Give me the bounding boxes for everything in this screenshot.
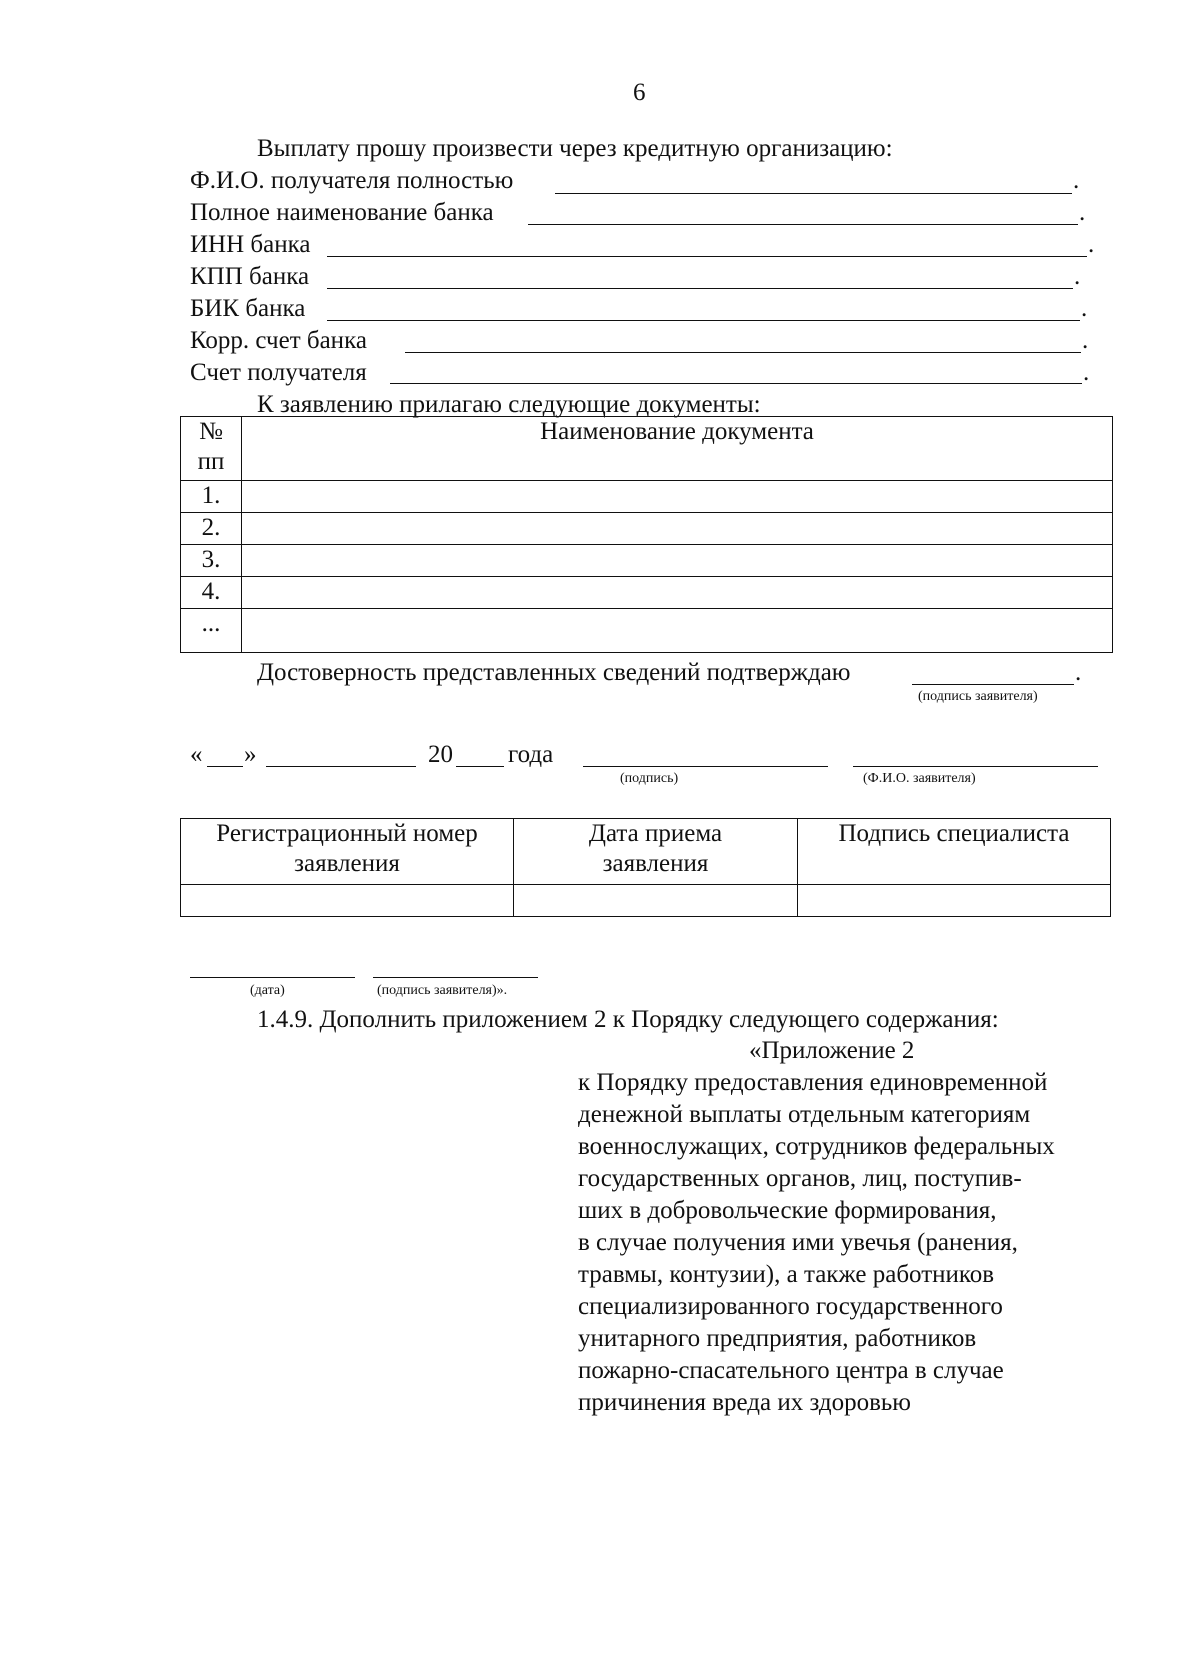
col-number-header-line2: пп bbox=[197, 448, 225, 475]
field-line-recipient-account[interactable] bbox=[390, 383, 1082, 384]
date-year-line[interactable] bbox=[456, 766, 504, 767]
row-number: 4. bbox=[181, 577, 242, 609]
signature-caption: (подпись) bbox=[620, 771, 679, 786]
document-name-cell[interactable] bbox=[242, 545, 1113, 577]
applicant-signature-line[interactable] bbox=[583, 766, 828, 767]
row-number: 1. bbox=[181, 481, 242, 513]
field-end-dot: . bbox=[1079, 199, 1086, 226]
field-line-kpp[interactable] bbox=[327, 288, 1073, 289]
appendix-title: «Приложение 2 bbox=[749, 1037, 915, 1064]
bottom-signature-line[interactable] bbox=[373, 977, 538, 978]
document-name-cell[interactable] bbox=[242, 577, 1113, 609]
row-number: ... bbox=[181, 609, 242, 653]
confirm-signature-line[interactable] bbox=[912, 684, 1074, 685]
field-end-dot: . bbox=[1088, 231, 1095, 258]
field-label-recipient-account: Счет получателя bbox=[190, 359, 367, 386]
applicant-name-line[interactable] bbox=[853, 766, 1098, 767]
document-name-cell[interactable] bbox=[242, 609, 1113, 653]
table-row bbox=[181, 609, 1113, 653]
appendix-line: причинения вреда их здоровью bbox=[578, 1389, 911, 1416]
field-end-dot: . bbox=[1073, 167, 1080, 194]
field-end-dot: . bbox=[1082, 327, 1089, 354]
field-line-bank-name[interactable] bbox=[528, 224, 1078, 225]
field-end-dot: . bbox=[1083, 359, 1090, 386]
date-close-quote: » bbox=[244, 741, 257, 768]
bottom-date-line[interactable] bbox=[190, 977, 355, 978]
appendix-line: денежной выплаты отдельным категориям bbox=[578, 1101, 1031, 1128]
appendix-line: специализированного государственного bbox=[578, 1293, 1003, 1320]
table-header-row bbox=[181, 819, 1111, 885]
col-document-name-header: Наименование документа bbox=[242, 417, 1113, 481]
bottom-signature-caption: (подпись заявителя)». bbox=[377, 983, 508, 998]
appendix-line: ших в добровольческие формирования, bbox=[578, 1197, 997, 1224]
specialist-signature-cell[interactable] bbox=[798, 885, 1111, 917]
col-number-header bbox=[181, 417, 242, 481]
table-row bbox=[181, 513, 1113, 545]
bottom-date-caption: (дата) bbox=[250, 983, 285, 998]
field-label-recipient-name: Ф.И.О. получателя полностью bbox=[190, 167, 514, 194]
table-row bbox=[181, 885, 1111, 917]
appendix-line: военнослужащих, сотрудников федеральных bbox=[578, 1133, 1055, 1160]
reception-date-header-line1: Дата приема bbox=[588, 820, 723, 847]
appendix-line: в случае получения ими увечья (ранения, bbox=[578, 1229, 1018, 1256]
field-label-inn: ИНН банка bbox=[190, 231, 311, 258]
field-label-bank-name: Полное наименование банка bbox=[190, 199, 494, 226]
table-row bbox=[181, 577, 1113, 609]
field-label-kpp: КПП банка bbox=[190, 263, 310, 290]
reception-date-header-line2: заявления bbox=[602, 850, 709, 877]
field-line-inn[interactable] bbox=[327, 256, 1087, 257]
payment-intro: Выплату прошу произвести через кредитную организацию: bbox=[257, 135, 893, 162]
date-year-prefix: 20 bbox=[428, 741, 453, 768]
appendix-line: травмы, контузии), а также работников bbox=[578, 1261, 995, 1288]
specialist-signature-header-line1: Подпись специалиста bbox=[838, 820, 1070, 847]
amendment-text: 1.4.9. Дополнить приложением 2 к Порядку следующего содержания: bbox=[257, 1006, 999, 1033]
appendix-line: к Порядку предоставления единовременной bbox=[578, 1069, 1048, 1096]
reception-date-cell[interactable] bbox=[514, 885, 798, 917]
confirm-end-dot: . bbox=[1075, 659, 1082, 686]
table-row bbox=[181, 545, 1113, 577]
reg-number-header bbox=[181, 819, 514, 885]
appendix-line: пожарно-спасательного центра в случае bbox=[578, 1357, 1004, 1384]
specialist-signature-header bbox=[798, 819, 1111, 885]
reg-number-header-line1: Регистрационный номер bbox=[216, 820, 478, 847]
row-number: 3. bbox=[181, 545, 242, 577]
reg-number-header-line2: заявления bbox=[294, 850, 400, 877]
reg-number-cell[interactable] bbox=[181, 885, 514, 917]
attach-heading: К заявлению прилагаю следующие документы: bbox=[257, 391, 761, 418]
documents-table bbox=[180, 416, 1113, 653]
col-number-header-line1: № bbox=[199, 418, 223, 445]
field-end-dot: . bbox=[1081, 295, 1088, 322]
date-day-line[interactable] bbox=[207, 766, 243, 767]
field-label-corr-account: Корр. счет банка bbox=[190, 327, 367, 354]
document-name-cell[interactable] bbox=[242, 481, 1113, 513]
date-month-line[interactable] bbox=[266, 766, 416, 767]
date-year-suffix: года bbox=[508, 741, 554, 768]
date-open-quote: « bbox=[190, 741, 203, 768]
field-end-dot: . bbox=[1074, 263, 1081, 290]
document-name-cell[interactable] bbox=[242, 513, 1113, 545]
table-header-row bbox=[181, 417, 1113, 481]
field-line-recipient-name[interactable] bbox=[555, 193, 1072, 194]
confirm-caption: (подпись заявителя) bbox=[918, 689, 1038, 704]
page-number: 6 bbox=[633, 79, 646, 106]
registration-table bbox=[180, 818, 1111, 917]
appendix-line: унитарного предприятия, работников bbox=[578, 1325, 977, 1352]
field-label-bik: БИК банка bbox=[190, 295, 306, 322]
reception-date-header bbox=[514, 819, 798, 885]
table-row bbox=[181, 481, 1113, 513]
row-number: 2. bbox=[181, 513, 242, 545]
field-line-corr-account[interactable] bbox=[405, 352, 1081, 353]
confirm-text: Достоверность представленных сведений подтверждаю bbox=[257, 659, 851, 686]
applicant-name-caption: (Ф.И.О. заявителя) bbox=[863, 771, 976, 786]
appendix-line: государственных органов, лиц, поступив- bbox=[578, 1165, 1022, 1192]
field-line-bik[interactable] bbox=[327, 320, 1080, 321]
